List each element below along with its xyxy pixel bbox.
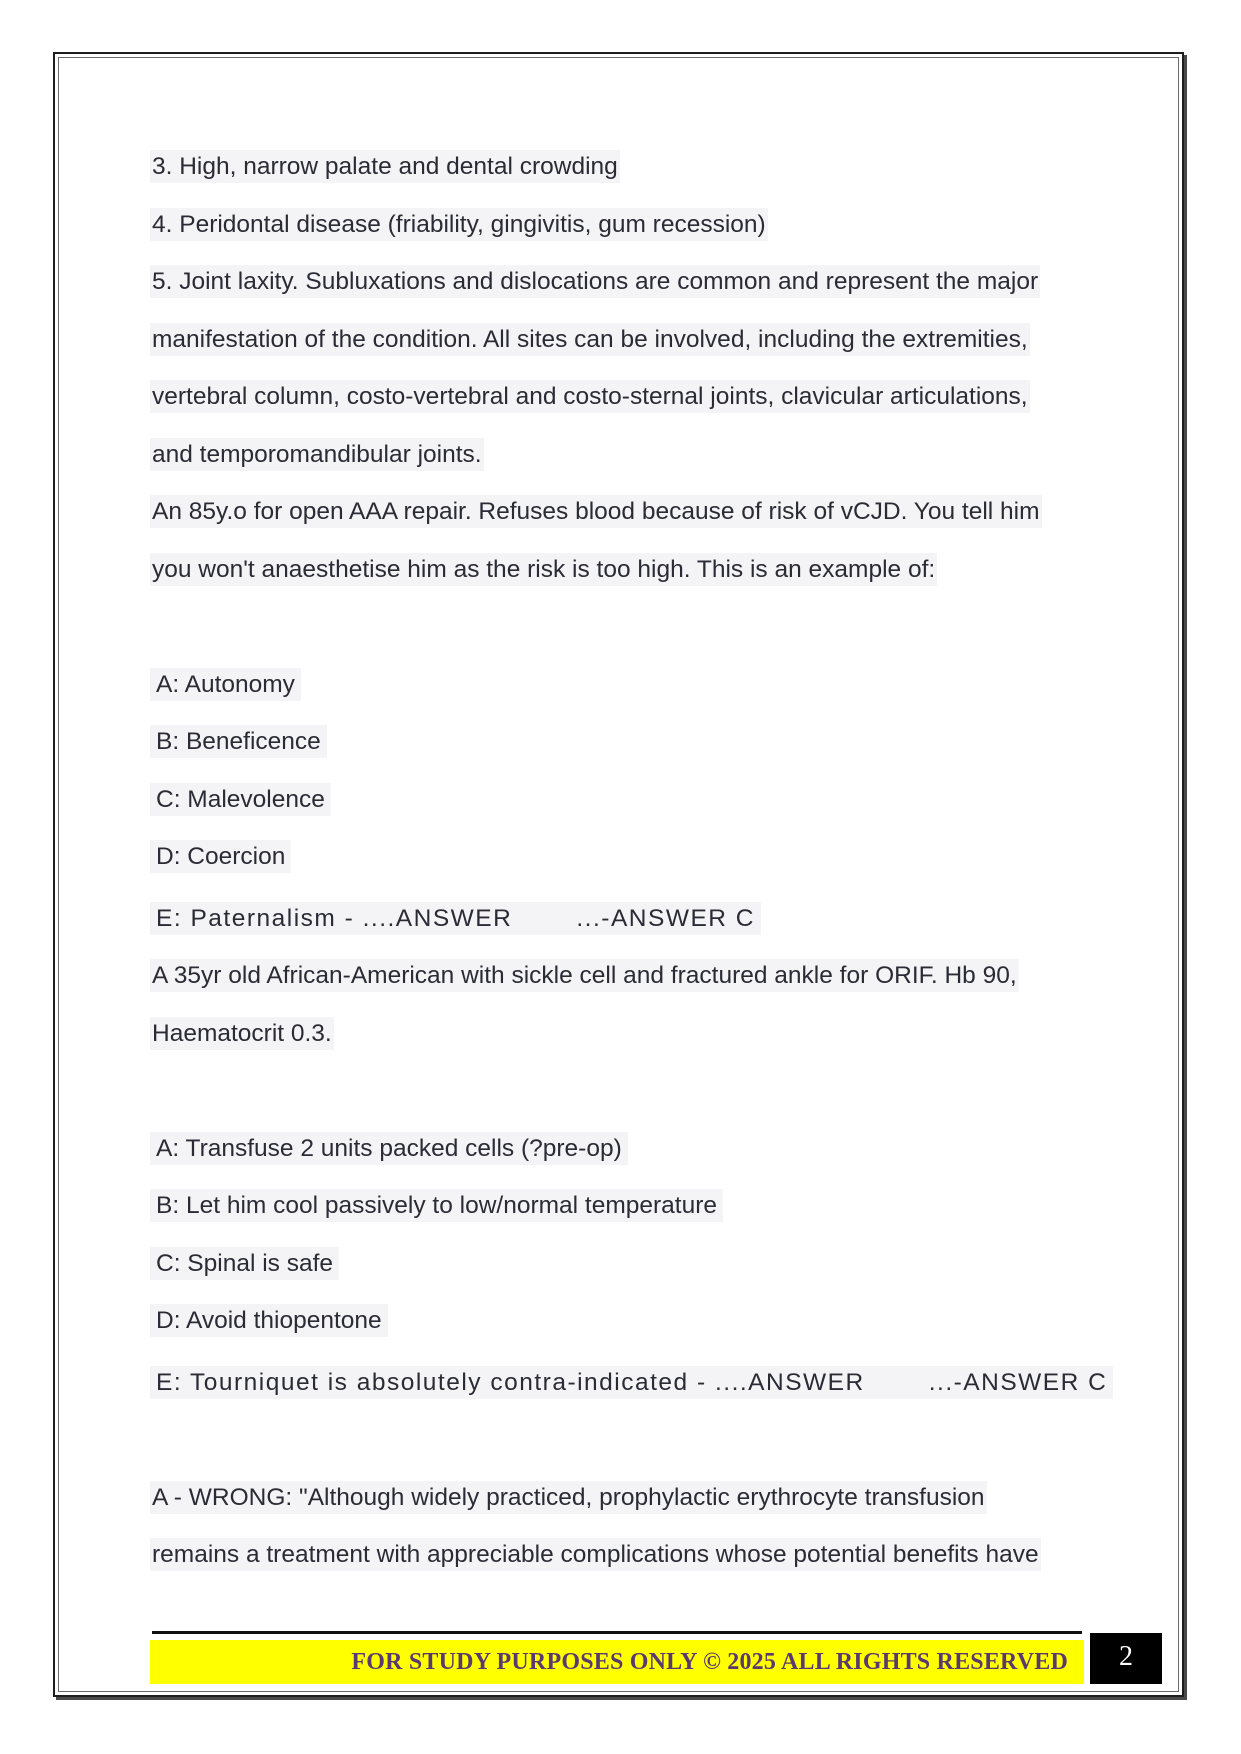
question-2-last-option: E: Tourniquet is absolutely contra-indicated - ....ANSWER bbox=[156, 1368, 865, 1396]
question-2-option: C: Spinal is safe bbox=[150, 1235, 1080, 1293]
question-2-answer: ...-ANSWER C bbox=[928, 1368, 1108, 1396]
text-line: 5. Joint laxity. Subluxations and dislocations are common and represent the major bbox=[150, 253, 1080, 311]
text-line: 3. High, narrow palate and dental crowding bbox=[150, 138, 1080, 196]
spacer bbox=[150, 1062, 1080, 1120]
question-2-option: A: Transfuse 2 units packed cells (?pre-op) bbox=[150, 1120, 1080, 1178]
text-line: and temporomandibular joints. bbox=[150, 426, 1080, 484]
question-2-option: D: Avoid thiopentone bbox=[150, 1292, 1080, 1350]
question-1-last-option: E: Paternalism - ....ANSWER bbox=[156, 904, 513, 932]
spacer bbox=[150, 598, 1080, 656]
question-2-stem: Haematocrit 0.3. bbox=[150, 1005, 1080, 1063]
question-1-stem: you won't anaesthetise him as the risk is too high. This is an example of: bbox=[150, 541, 1080, 599]
question-1-option: D: Coercion bbox=[150, 828, 1080, 886]
text-line: manifestation of the condition. All sites can be involved, including the extremities, bbox=[150, 311, 1080, 369]
explanation-line: remains a treatment with appreciable complications whose potential benefits have bbox=[150, 1526, 1080, 1584]
question-2-stem: A 35yr old African-American with sickle cell and fractured ankle for ORIF. Hb 90, bbox=[150, 947, 1080, 1005]
question-1-option: A: Autonomy bbox=[150, 656, 1080, 714]
document-body bbox=[150, 138, 1108, 1584]
page-number: 2 bbox=[1090, 1633, 1162, 1684]
question-2-answer-line bbox=[150, 1354, 1108, 1412]
question-1-option: C: Malevolence bbox=[150, 771, 1080, 829]
explanation-line: A - WRONG: "Although widely practiced, prophylactic erythrocyte transfusion bbox=[150, 1469, 1080, 1527]
spacer bbox=[150, 1411, 1080, 1469]
text-line: vertebral column, costo-vertebral and costo-sternal joints, clavicular articulations, bbox=[150, 368, 1080, 426]
question-1-answer-line bbox=[150, 890, 1080, 948]
footer-banner: FOR STUDY PURPOSES ONLY © 2025 ALL RIGHTS RESERVED bbox=[150, 1640, 1084, 1684]
question-1-option: B: Beneficence bbox=[150, 713, 1080, 771]
question-2-option: B: Let him cool passively to low/normal temperature bbox=[150, 1177, 1080, 1235]
question-1-answer: ...-ANSWER C bbox=[576, 904, 755, 932]
question-1-stem: An 85y.o for open AAA repair. Refuses blood because of risk of vCJD. You tell him bbox=[150, 483, 1080, 541]
footer-rule bbox=[152, 1631, 1082, 1634]
text-line: 4. Peridontal disease (friability, gingivitis, gum recession) bbox=[150, 196, 1080, 254]
